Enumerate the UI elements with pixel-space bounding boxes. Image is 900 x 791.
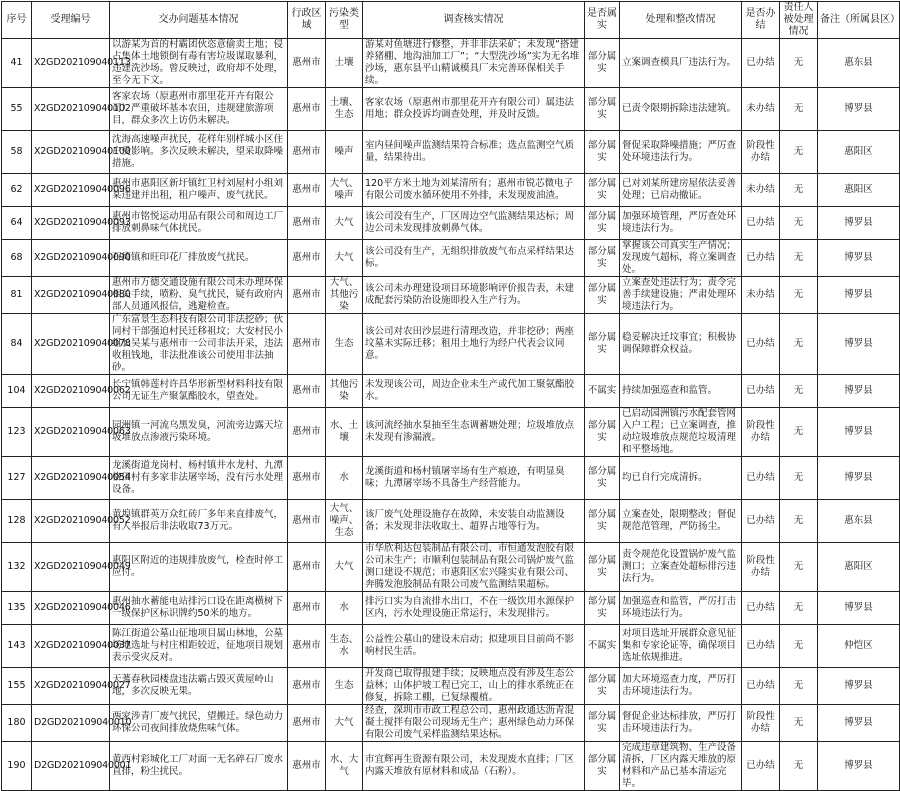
- petition-table: [1, 1, 900, 791]
- county-cell: 博罗县: [818, 240, 900, 277]
- code-cell: X2GD202109040093: [32, 207, 110, 240]
- county-cell: 惠东县: [818, 39, 900, 88]
- verified-cell: 部分属实: [585, 668, 620, 705]
- handling-cell: 立案查处，限期整改；督促规范范管理，严防扬尘。: [620, 500, 742, 543]
- area-cell: 惠州市: [288, 174, 326, 207]
- seq-cell: 41: [2, 39, 32, 88]
- county-cell: 博罗县: [818, 207, 900, 240]
- verified-cell: 不属实: [585, 625, 620, 668]
- completion-cell: 已办结: [742, 457, 780, 500]
- header-cell: 受理编号: [32, 2, 110, 39]
- header-cell: 是否属实: [585, 2, 620, 39]
- pollution-type-cell: 大气、噪声、生态: [326, 500, 363, 543]
- handling-cell: 已启动园洲镇污水配套管网入户工程；已立案调查，推动垃圾堆放点规范垃圾清理和平整场地。: [620, 408, 742, 457]
- responsible-cell: 无: [780, 314, 818, 375]
- handling-cell: 责令规范化设置锅炉废气监测口；立案查处超标排污违法行为。: [620, 543, 742, 592]
- investigation-cell: 室内昼间噪声监测结果符合标准；选点监测空气质量，结果待出。: [363, 131, 585, 174]
- problem-cell: 广东富景生态科技有限公司非法挖砂；伙同村干部强迫村民迁移祖坟；大安村民小组长吴某与惠州市一公司非法开采，违法收租钱地，非法批准该公司使用非法抽砂。: [110, 314, 288, 375]
- verified-cell: 部分属实: [585, 207, 620, 240]
- responsible-cell: 无: [780, 375, 818, 408]
- area-cell: 惠州市: [288, 543, 326, 592]
- verified-cell: 部分属实: [585, 240, 620, 277]
- table-row: [2, 625, 900, 668]
- responsible-cell: 无: [780, 277, 818, 314]
- header-cell: 污染类型: [326, 2, 363, 39]
- completion-cell: 已办结: [742, 240, 780, 277]
- area-cell: 惠州市: [288, 131, 326, 174]
- code-cell: X2GD202109040046: [32, 592, 110, 625]
- area-cell: 惠州市: [288, 457, 326, 500]
- investigation-cell: 120平方米土地为刘某清所有；惠州市锐芯微电子有限公司废水循环使用不外排，未发现废油渣。: [363, 174, 585, 207]
- responsible-cell: 无: [780, 742, 818, 791]
- header-cell: 处理和整改情况: [620, 2, 742, 39]
- pollution-type-cell: 大气: [326, 543, 363, 592]
- county-cell: 博罗县: [818, 314, 900, 375]
- problem-cell: 长宁镇韩莲村许昌华形新型材料科技有限公司无证生产聚氯酯胶水，望查处。: [110, 375, 288, 408]
- seq-cell: 84: [2, 314, 32, 375]
- investigation-cell: 客家农场（原惠州市那里花开卉有限公司）属违法用地；群众投诉均调查处理，并及时反馈。: [363, 88, 585, 131]
- code-cell: X2GD202109040096: [32, 174, 110, 207]
- county-cell: 博罗县: [818, 457, 900, 500]
- pollution-type-cell: 水: [326, 592, 363, 625]
- code-cell: X2GD202109040078: [32, 314, 110, 375]
- seq-cell: 132: [2, 543, 32, 592]
- problem-cell: 黄西村彩城化工厂对面一无名碎石厂废水直排，粉尘扰民。: [110, 742, 288, 791]
- pollution-type-cell: 生态、水: [326, 625, 363, 668]
- pollution-type-cell: 生态: [326, 668, 363, 705]
- verified-cell: 部分属实: [585, 742, 620, 791]
- problem-cell: 客家农场（原惠州市那里花开卉有限公司）严重破坏基本农田，违规建旅游项目，群众多次上访仍未解决。: [110, 88, 288, 131]
- handling-cell: 均已自行完成清拆。: [620, 457, 742, 500]
- seq-cell: 81: [2, 277, 32, 314]
- handling-cell: 加强环境管理，严厉查处环境违法行为。: [620, 207, 742, 240]
- problem-cell: 两家涉青厂废气扰民，望搬迁。绿色动力环保公司夜间排放烧焦味气体。: [110, 705, 288, 742]
- problem-cell: 惠州抽水蓄能电站排污口设在距离横树下一级保护区标识牌约50米的地方。: [110, 592, 288, 625]
- responsible-cell: 无: [780, 131, 818, 174]
- completion-cell: 已办结: [742, 207, 780, 240]
- investigation-cell: 该公司没有生产，无组织排放废气布点采样结果达标。: [363, 240, 585, 277]
- pollution-type-cell: 大气: [326, 240, 363, 277]
- county-cell: 博罗县: [818, 705, 900, 742]
- problem-cell: 陈江街道公墓山征地项目属山林地，公墓场地选址与村庄相距较近，征地项目规划表示受灾反对。: [110, 625, 288, 668]
- handling-cell: 立案查处违法行为；责令完善手续建设施；严肃处理环境违法行为。: [620, 277, 742, 314]
- verified-cell: 部分属实: [585, 408, 620, 457]
- completion-cell: 已办结: [742, 625, 780, 668]
- area-cell: 惠州市: [288, 240, 326, 277]
- pollution-type-cell: 大气: [326, 207, 363, 240]
- completion-cell: 已办结: [742, 592, 780, 625]
- pollution-type-cell: 大气、噪声: [326, 174, 363, 207]
- code-cell: X2GD202109040052: [32, 500, 110, 543]
- verified-cell: 部分属实: [585, 500, 620, 543]
- county-cell: 惠阳区: [818, 131, 900, 174]
- seq-cell: 143: [2, 625, 32, 668]
- table-row: [2, 408, 900, 457]
- county-cell: 博罗县: [818, 742, 900, 791]
- pollution-type-cell: 水、土壤: [326, 408, 363, 457]
- pollution-type-cell: 水: [326, 457, 363, 500]
- area-cell: 惠州市: [288, 375, 326, 408]
- handling-cell: 完成违章建筑物、生产设备清拆，厂区内露天堆放的原材料和产品已基本清运完毕。: [620, 742, 742, 791]
- investigation-cell: 排污口实为自流排水出口，不在一级饮用水源保护区内，污水处理设施正常运行，未发现排污。: [363, 592, 585, 625]
- problem-cell: 龙溪街道龙岗村、杨村镇井水龙村、九潭格田村有多家非法屠宰场，没有污水处理设备。: [110, 457, 288, 500]
- completion-cell: 未办结: [742, 174, 780, 207]
- problem-cell: 沈海高速噪声扰民，花样年别样城小区住户受影响。多次反映未解决，望采取降噪措施。: [110, 131, 288, 174]
- verified-cell: 部分属实: [585, 314, 620, 375]
- code-cell: X2GD202109040062: [32, 375, 110, 408]
- table-header-row: [2, 2, 900, 39]
- header-cell: 序号: [2, 2, 32, 39]
- county-cell: 博罗县: [818, 592, 900, 625]
- responsible-cell: 无: [780, 39, 818, 88]
- handling-cell: 已对刘某所建房屋依法妥善处理；已启动撤证。: [620, 174, 742, 207]
- problem-cell: 黄埠镇群英万众红砖厂多年来直排废气，有人举报后非法收取73万元。: [110, 500, 288, 543]
- seq-cell: 123: [2, 408, 32, 457]
- header-cell: 行政区域: [288, 2, 326, 39]
- pollution-type-cell: 水、大气: [326, 742, 363, 791]
- table-row: [2, 131, 900, 174]
- area-cell: 惠州市: [288, 742, 326, 791]
- header-cell: 调查核实情况: [363, 2, 585, 39]
- table-row: [2, 314, 900, 375]
- table-row: [2, 88, 900, 131]
- responsible-cell: 无: [780, 408, 818, 457]
- verified-cell: 部分属实: [585, 88, 620, 131]
- table-row: [2, 375, 900, 408]
- completion-cell: 阶段性办结: [742, 131, 780, 174]
- completion-cell: 未办结: [742, 277, 780, 314]
- verified-cell: 部分属实: [585, 705, 620, 742]
- verified-cell: 部分属实: [585, 277, 620, 314]
- county-cell: 博罗县: [818, 277, 900, 314]
- header-cell: 交办问题基本情况: [110, 2, 288, 39]
- area-cell: 惠州市: [288, 625, 326, 668]
- code-cell: X2GD202109040037: [32, 625, 110, 668]
- completion-cell: 已办结: [742, 742, 780, 791]
- seq-cell: 180: [2, 705, 32, 742]
- verified-cell: 部分属实: [585, 174, 620, 207]
- table-row: [2, 39, 900, 88]
- responsible-cell: 无: [780, 457, 818, 500]
- verified-cell: 部分属实: [585, 39, 620, 88]
- handling-cell: 立案调查模具厂违法行为。: [620, 39, 742, 88]
- area-cell: 惠州市: [288, 668, 326, 705]
- area-cell: 惠州市: [288, 88, 326, 131]
- table-row: [2, 500, 900, 543]
- table-row: [2, 742, 900, 791]
- table-row: [2, 277, 900, 314]
- handling-cell: 已责令限期拆除违法建筑。: [620, 88, 742, 131]
- pollution-type-cell: 土壤、生态: [326, 88, 363, 131]
- code-cell: D2GD202109040010: [32, 705, 110, 742]
- responsible-cell: 无: [780, 240, 818, 277]
- county-cell: 惠阳区: [818, 543, 900, 592]
- responsible-cell: 无: [780, 174, 818, 207]
- code-cell: X2GD202109040090: [32, 240, 110, 277]
- investigation-cell: 未发现该公司，周边企业未生产或代加工聚氨酯胶水。: [363, 375, 585, 408]
- header-cell: 责任人被处理情况: [780, 2, 818, 39]
- completion-cell: 未办结: [742, 88, 780, 131]
- code-cell: X2GD202109040063: [32, 408, 110, 457]
- table-row: [2, 174, 900, 207]
- code-cell: X2GD202109040027: [32, 668, 110, 705]
- seq-cell: 135: [2, 592, 32, 625]
- investigation-cell: 该公司未办理建设项目环境影响评价报告表，未建成配套污染防治设施即投入生产行为。: [363, 277, 585, 314]
- county-cell: 博罗县: [818, 408, 900, 457]
- completion-cell: 已办结: [742, 375, 780, 408]
- investigation-cell: 游某对鱼塘进行修整，并非非法采矿；未发现“搭建养猪棚、地沟油加工厂”；“大型洗沙场”实为无名堆沙场，惠东县平山精诚模具厂未完善环保相关手续。: [363, 39, 585, 88]
- completion-cell: 阶段性办结: [742, 408, 780, 457]
- handling-cell: 加大环境巡查力度，严厉打击环境违法行为。: [620, 668, 742, 705]
- header-cell: 备注（所属县区）: [818, 2, 900, 39]
- county-cell: 仲恺区: [818, 625, 900, 668]
- area-cell: 惠州市: [288, 592, 326, 625]
- investigation-cell: 公益性公墓山的建设未启动；拟建项目目前尚不影响村民生活。: [363, 625, 585, 668]
- problem-cell: 惠州市铭悦运动用品有限公司和周边工厂排放刺鼻味气体扰民。: [110, 207, 288, 240]
- investigation-cell: 该河流经抽水泵抽至生态调蓄塘处理；垃圾堆放点未发现有渗漏液。: [363, 408, 585, 457]
- verified-cell: 部分属实: [585, 457, 620, 500]
- table-body: [2, 39, 900, 791]
- code-cell: X2GD202109040049: [32, 543, 110, 592]
- county-cell: 博罗县: [818, 668, 900, 705]
- verified-cell: 部分属实: [585, 592, 620, 625]
- investigation-cell: 开发商已取得报建手续；反映地点没有涉及生态公益林；山体护坡工程已完工，山上的排水系统正在修复，拆除工棚，已复绿覆植。: [363, 668, 585, 705]
- problem-cell: 惠阳区附近的违规排放废气，检查时停工应付。: [110, 543, 288, 592]
- problem-cell: 园洲镇一河流乌黑发臭，河流旁边露天垃圾堆放点渗液污染环境。: [110, 408, 288, 457]
- problem-cell: 石湾镇和旺印花厂排放废气扰民。: [110, 240, 288, 277]
- county-cell: 惠东县: [818, 500, 900, 543]
- investigation-cell: 市宜辉再生资源有限公司，未发现废水直排；厂区内露天堆放有原材料和成品（石粉）。: [363, 742, 585, 791]
- area-cell: 惠州市: [288, 314, 326, 375]
- pollution-type-cell: 生态: [326, 314, 363, 375]
- pollution-type-cell: 大气、其他污染: [326, 277, 363, 314]
- code-cell: X2GD202109040054: [32, 457, 110, 500]
- table-row: [2, 207, 900, 240]
- responsible-cell: 无: [780, 500, 818, 543]
- area-cell: 惠州市: [288, 500, 326, 543]
- handling-cell: 督促采取降噪措施；严厉查处环境违法行为。: [620, 131, 742, 174]
- handling-cell: 掌握该公司真实生产情况；发现废气超标，将立案调查处。: [620, 240, 742, 277]
- handling-cell: 对项目选址开展群众意见征集和专家论证等，确保项目选址依规推进。: [620, 625, 742, 668]
- investigation-cell: 经查，深圳市市政工程总公司、惠州政通达沥青混凝土搅拌有限公司现场无生产；惠州绿色动力环保有限公司废气采样监测结果达标。: [363, 705, 585, 742]
- investigation-cell: 市华欣利达包装制品有限公司、市恒通发泡胶有限公司未生产；市顺利包装制品有限公司锅炉废气监测口建设不规范；市惠阳区宏兴隆实业有限公司、奔腾发泡胶制品有限公司废气监测结果超标。: [363, 543, 585, 592]
- responsible-cell: 无: [780, 705, 818, 742]
- verified-cell: 部分属实: [585, 543, 620, 592]
- seq-cell: 62: [2, 174, 32, 207]
- code-cell: D2GD202109040001: [32, 742, 110, 791]
- pollution-type-cell: 其他污染: [326, 375, 363, 408]
- completion-cell: 已办结: [742, 668, 780, 705]
- table-row: [2, 457, 900, 500]
- responsible-cell: 无: [780, 207, 818, 240]
- handling-cell: 稳妥解决迁坟事宜；积极协调保障群众权益。: [620, 314, 742, 375]
- verified-cell: 部分属实: [585, 131, 620, 174]
- responsible-cell: 无: [780, 543, 818, 592]
- seq-cell: 104: [2, 375, 32, 408]
- problem-cell: 天蓍春秋园楼盘违法霸占毁灭黄屋岭山地，多次反映无果。: [110, 668, 288, 705]
- pollution-type-cell: 土壤: [326, 39, 363, 88]
- seq-cell: 64: [2, 207, 32, 240]
- handling-cell: 加强巡查和监管，严厉打击环境违法行为。: [620, 592, 742, 625]
- handling-cell: 督促企业达标排放，严厉打击环境违法行为。: [620, 705, 742, 742]
- completion-cell: 已办结: [742, 314, 780, 375]
- county-cell: 惠阳区: [818, 174, 900, 207]
- responsible-cell: 无: [780, 668, 818, 705]
- completion-cell: 已办结: [742, 39, 780, 88]
- responsible-cell: 无: [780, 625, 818, 668]
- investigation-cell: 该厂废气处理设施存在故障，未安装自动监测设备；未发现非法收取土、超界占地等行为。: [363, 500, 585, 543]
- investigation-cell: 龙溪街道和杨村镇屠宰场有生产痕迹，有明显臭味；九潭屠宰场不具备生产经营能力。: [363, 457, 585, 500]
- problem-cell: 以游某为首的村霸团伙恣意偷卖土地；侵占集体土地锁倒有毒有害垃圾谋取暴利，违建洗沙场。曾反映过，政府却不处理，至今无下文。: [110, 39, 288, 88]
- table-row: [2, 705, 900, 742]
- code-cell: X2GD202109040102: [32, 88, 110, 131]
- problem-cell: 惠州市惠阳区新圩镇红卫村刘屋村小组刘某违建并出租，租户噪声、废气扰民。: [110, 174, 288, 207]
- completion-cell: 阶段性办结: [742, 543, 780, 592]
- table-row: [2, 592, 900, 625]
- area-cell: 惠州市: [288, 408, 326, 457]
- responsible-cell: 无: [780, 592, 818, 625]
- area-cell: 惠州市: [288, 39, 326, 88]
- document-page: [1, 1, 900, 789]
- seq-cell: 68: [2, 240, 32, 277]
- area-cell: 惠州市: [288, 705, 326, 742]
- table-row: [2, 543, 900, 592]
- completion-cell: 阶段性办结: [742, 705, 780, 742]
- handling-cell: 持续加强巡查和监管。: [620, 375, 742, 408]
- code-cell: X2GD202109040113: [32, 39, 110, 88]
- problem-cell: 惠州市万德交通设施有限公司未办理环保相关手续，喷粉、臭气扰民，疑有政府内部人员通风报信，逃避检查。: [110, 277, 288, 314]
- seq-cell: 155: [2, 668, 32, 705]
- verified-cell: 不属实: [585, 375, 620, 408]
- seq-cell: 55: [2, 88, 32, 131]
- area-cell: 惠州市: [288, 277, 326, 314]
- table-row: [2, 668, 900, 705]
- pollution-type-cell: 大气: [326, 705, 363, 742]
- seq-cell: 128: [2, 500, 32, 543]
- seq-cell: 58: [2, 131, 32, 174]
- code-cell: X2GD202109040080: [32, 277, 110, 314]
- pollution-type-cell: 噪声: [326, 131, 363, 174]
- county-cell: 博罗县: [818, 375, 900, 408]
- investigation-cell: 该公司没有生产，厂区周边空气监测结果达标；周边公司未发现排放刺鼻气体。: [363, 207, 585, 240]
- county-cell: 博罗县: [818, 88, 900, 131]
- header-cell: 是否办结: [742, 2, 780, 39]
- table-row: [2, 240, 900, 277]
- seq-cell: 127: [2, 457, 32, 500]
- area-cell: 惠州市: [288, 207, 326, 240]
- investigation-cell: 该公司对农田沙层进行清理改造，并非挖砂；两座坟墓未实际迁移；租用土地行为经户代表会议同意。: [363, 314, 585, 375]
- code-cell: X2GD202109040100: [32, 131, 110, 174]
- completion-cell: 已办结: [742, 500, 780, 543]
- responsible-cell: 无: [780, 88, 818, 131]
- seq-cell: 190: [2, 742, 32, 791]
